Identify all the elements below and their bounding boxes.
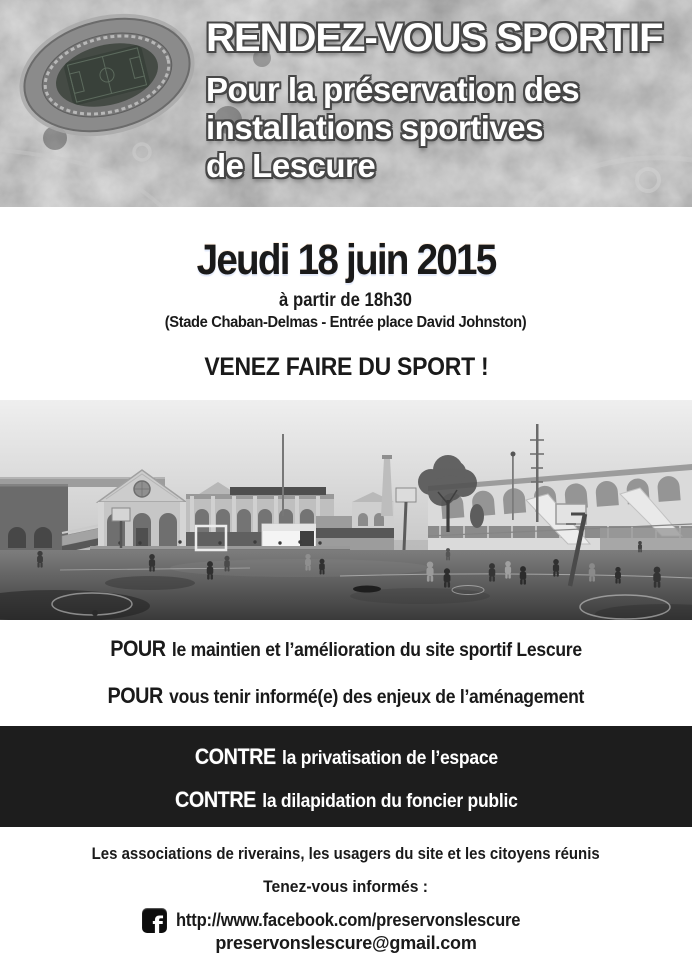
event-date: Jeudi 18 juin 2015 — [196, 236, 496, 284]
event-time: à partir de 18h30 — [279, 290, 413, 311]
hero-aerial-photo — [0, 0, 692, 207]
facebook-row — [0, 908, 692, 933]
contre-text: la dilapidation du foncier public — [261, 790, 518, 812]
event-info — [0, 207, 692, 400]
stay-informed-label: Tenez-vous informés : — [263, 877, 429, 896]
flyer-subtitle — [206, 71, 663, 185]
event-call-to-action: VENEZ FAIRE DU SPORT ! — [203, 353, 489, 381]
contre-label: CONTRE — [174, 787, 256, 812]
hero-text-block — [206, 15, 663, 185]
flyer-title: RENDEZ-VOUS SPORTIF — [206, 16, 663, 60]
arguments-for-section — [0, 620, 692, 726]
organizers-line: Les associations de riverains, les usagers du site et les citoyens réunis — [91, 844, 601, 863]
event-location: (Stade Chaban-Delmas - Entrée place David Johnston) — [165, 314, 527, 331]
footer — [0, 827, 692, 960]
pour-label: POUR — [107, 683, 164, 708]
email-link[interactable]: preservonslescure@gmail.com — [215, 933, 477, 953]
pour-line-1 — [0, 637, 692, 664]
contre-text: la privatisation de l’espace — [281, 747, 498, 769]
subtitle-line-3: de Lescure — [206, 147, 376, 184]
pour-text: le maintien et l’amélioration du site sportif Lescure — [171, 639, 582, 661]
sports-ground-photo — [0, 400, 692, 620]
pour-text: vous tenir informé(e) des enjeux de l’aménagement — [169, 686, 585, 708]
pour-line-2 — [0, 684, 692, 711]
facebook-url-link[interactable]: http://www.facebook.com/preservonslescure — [175, 910, 521, 930]
arguments-against-section — [0, 726, 692, 827]
contre-line-2 — [0, 788, 692, 815]
subtitle-line-2: installations sportives — [206, 109, 543, 146]
facebook-icon: f — [142, 908, 167, 933]
pour-label: POUR — [110, 636, 166, 661]
contre-label: CONTRE — [194, 744, 276, 769]
sports-ground-graphic — [0, 400, 692, 620]
subtitle-line-1: Pour la préservation des — [206, 71, 580, 108]
contre-line-1 — [0, 745, 692, 772]
